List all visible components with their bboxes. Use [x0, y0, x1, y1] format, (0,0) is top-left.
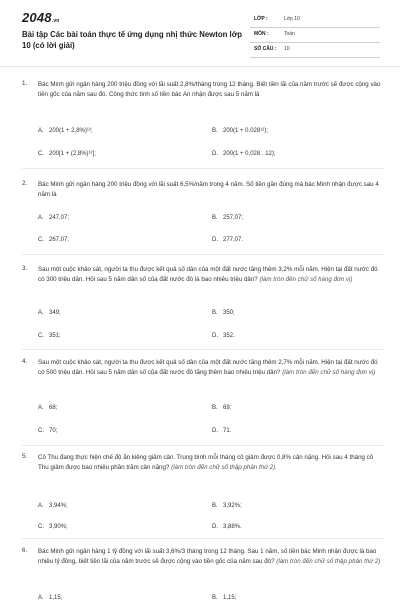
question-number: 6. [22, 547, 28, 554]
meta-info [250, 14, 380, 59]
question-text: Bác Minh gửi ngân hàng 200 triệu đồng với lãi suất 2,8%/tháng trong 12 tháng. Biết tiền lãi của năm trước sẽ được cộng vào tiền gốc của năm sau đó. Công thức tính số tiền bác An nhận được sau 5 năm là [38, 81, 381, 98]
option-d[interactable]: D. 3,88%. [212, 524, 242, 530]
option-a[interactable]: A. 200(1 + 2,8%)¹²; [38, 128, 93, 134]
option-c[interactable]: C. 200[1 + (2,8%)¹²]; [38, 151, 96, 157]
question-number: 4. [22, 358, 28, 365]
option-b[interactable]: B. 1,15; [212, 595, 237, 601]
option-a[interactable]: A. 68; [38, 405, 58, 411]
question-number: 2. [22, 180, 28, 187]
question-note: (làm tròn đến chữ số hàng đơn vị) [282, 369, 376, 376]
option-a[interactable]: A. 3,94%; [38, 503, 68, 509]
option-d[interactable]: D. 200(1 + 0,028 . 12); [212, 151, 276, 157]
meta-row-subject [250, 29, 380, 43]
option-b[interactable]: B. 350; [212, 310, 235, 316]
question-text: Bác Minh gửi ngân hàng 200 triệu đồng với lãi suất 6,5%/năm trong 4 năm. Số tiền gần đúng mà bác Minh nhận được sau 4 năm là [38, 181, 379, 198]
option-d[interactable]: D. 277,07. [212, 237, 244, 243]
question-divider [22, 445, 384, 446]
option-b[interactable]: B. 200(1 + 0,028¹²); [212, 128, 268, 134]
option-a[interactable]: A. 349; [38, 310, 61, 316]
meta-value: Lớp 10 [284, 16, 300, 22]
question-text: Bác Minh gửi ngân hàng 1 tỷ đồng với lãi suất 3,6%/3 tháng trong 12 tháng. Sau 1 năm, số tiền bác Minh nhận được là bao nhiêu tỷ đồng, biết tiền lãi của năm trước sẽ được cộng vào tiền gốc của năm sau đó? (làm tròn đến chữ số thập phân thứ 2) [38, 548, 381, 565]
meta-value: Toán [284, 31, 295, 37]
option-c[interactable]: C. 267,07; [38, 237, 70, 243]
meta-key: LỚP : [254, 16, 268, 22]
option-a[interactable]: A. 1,15; [38, 595, 63, 601]
question-number: 3. [22, 265, 28, 272]
document-header [0, 0, 400, 64]
option-c[interactable]: C. 70; [38, 428, 58, 434]
meta-row-class [250, 14, 380, 28]
option-c[interactable]: C. 351; [38, 333, 61, 339]
question-note: (làm tròn đến chữ số hàng đơn vị) [259, 276, 353, 283]
meta-key: MÔN : [254, 31, 269, 37]
option-a[interactable]: A. 247,07; [38, 215, 70, 221]
question-number: 1. [22, 80, 28, 87]
question-number: 5. [22, 453, 28, 460]
question-divider [22, 349, 384, 350]
option-d[interactable]: D. 71. [212, 428, 232, 434]
option-c[interactable]: C. 3,90%; [38, 524, 68, 530]
meta-key: SỐ CÂU : [254, 46, 277, 52]
question-divider [22, 254, 384, 255]
question-divider [22, 168, 384, 169]
option-d[interactable]: D. 352. [212, 333, 235, 339]
meta-value: 10 [284, 46, 290, 52]
option-b[interactable]: B. 3,92%; [212, 503, 242, 509]
option-b[interactable]: B. 257,07; [212, 215, 244, 221]
question-divider [22, 538, 384, 539]
question-note: (làm tròn đến chữ số thập phân thứ 2) [276, 558, 381, 565]
header-divider [0, 66, 400, 67]
site-logo[interactable]: 2048.vn [22, 10, 60, 25]
meta-row-count [250, 44, 380, 58]
question-note: (làm tròn đến chữ số thập phân thứ 2). [171, 464, 277, 471]
question-text: Sau một cuộc khảo sát, người ta thu được kết quả số dân của một đất nước tăng thêm 3,2% mỗi năm. Hiện tại đất nước đó có 300 triệu dân. Hỏi sau 5 năm dân số của đất nước đó là bao nhiêu triệu dân? (làm tròn đến chữ số hàng đơn vị) [38, 266, 378, 283]
page-title: Bài tập Các bài toán thực tế ứng dụng nhị thức Newton lớp 10 (có lời giải) [22, 30, 243, 50]
question-text: Sau một cuộc khảo sát, người ta thu được kết quả số dân của một đất nước tăng thêm 2,7% mỗi năm. Hiện tại đất nước đó có 500 triệu dân. Hỏi sau 5 năm dân số của đất nước đó tăng thêm bao nhiêu triệu dân? (làm tròn đến chữ số hàng đơn vị) [38, 359, 378, 376]
option-b[interactable]: B. 69; [212, 405, 232, 411]
question-text: Cô Thu đang thực hiện chế độ ăn kiêng giảm cân. Trung bình mỗi tháng cô giảm được 0,8% cân nặng. Hỏi sau 4 tháng cô Thu giảm được bao nhiêu phần trăm cân nặng? (làm tròn đến chữ số thập phân thứ 2). [38, 454, 374, 471]
